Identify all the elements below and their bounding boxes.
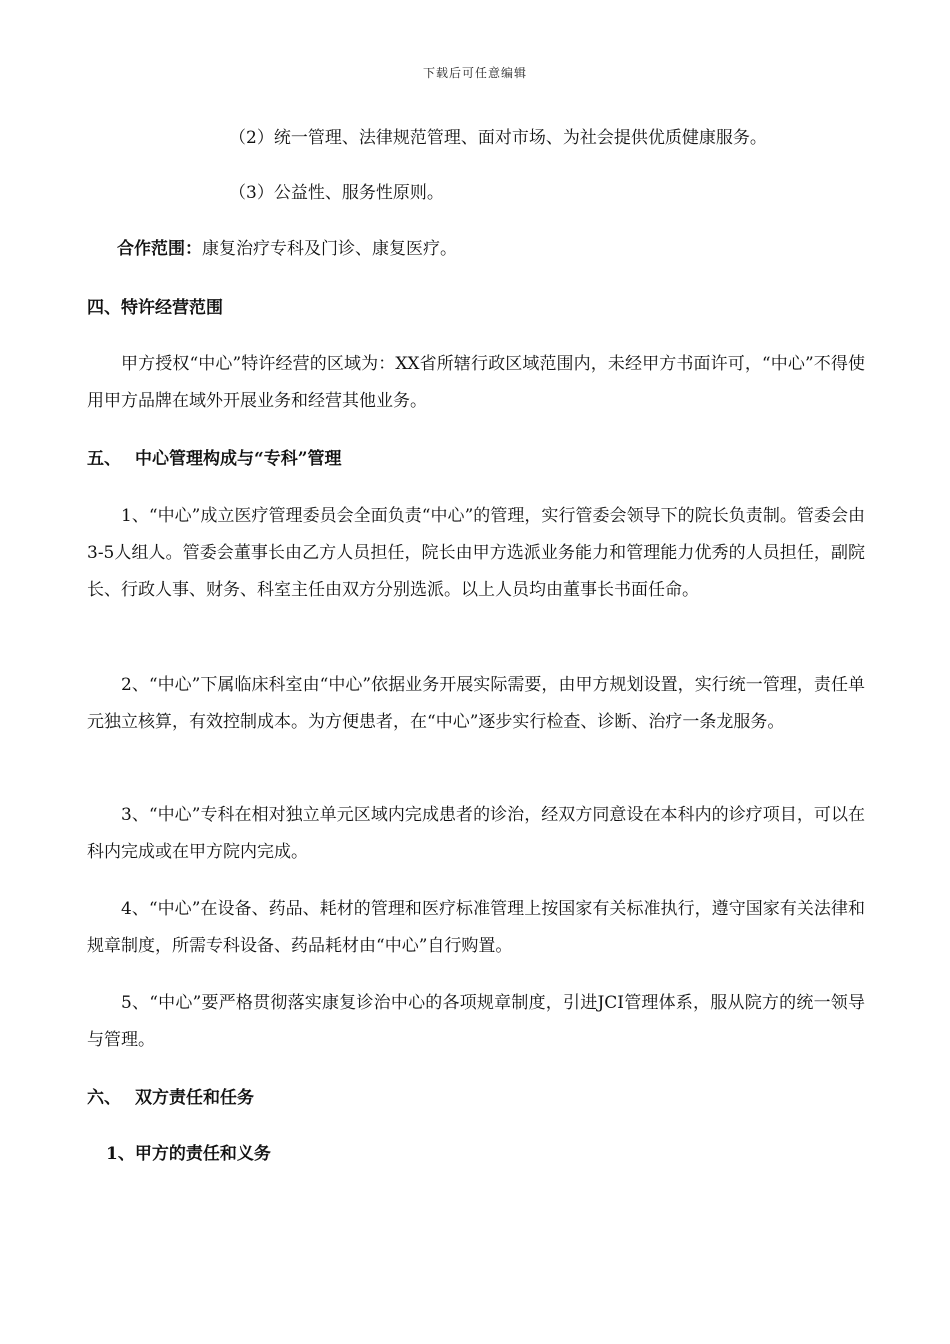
principle-3: （3）公益性、服务性原则。 [229,183,444,203]
page-header-note: 下载后可任意编辑 [422,66,527,80]
scope-label: 合作范围： [117,239,202,259]
item-1: 1、“中心”成立医疗管理委员会全面负责“中心”的管理，实行管委会领导下的院长负责制。管委会由3-5人组人。管委会董事长由乙方人员担任，院长由甲方选派业务能力和管理能力优秀的人员担任，副院长、行政人事、财务、科室主任由双方分别选派。以上人员均由董事长书面任命。 [87,506,865,600]
section-6-title [87,1080,254,1117]
section-6-number: 六、 [87,1088,121,1108]
item-2: 2、“中心”下属临床科室由“中心”依据业务开展实际需要，由甲方规划设置，实行统一管理，责任单元独立核算，有效控制成本。为方便患者，在“中心”逐步实行检查、诊断、治疗一条龙服务。 [87,675,865,732]
section-5-number: 五、 [87,449,121,469]
section-5-title [87,441,342,478]
item-4: 4、“中心”在设备、药品、耗材的管理和医疗标准管理上按国家有关标准执行，遵守国家有关法律和规章制度，所需专科设备、药品耗材由“中心”自行购置。 [87,899,865,956]
section-5-heading: 中心管理构成与“专科”管理 [135,449,342,469]
section-4-title: 四、特许经营范围 [87,298,223,318]
item-5: 5、“中心”要严格贯彻落实康复诊治中心的各项规章制度，引进JCI管理体系，服从院方的统一领导与管理。 [87,993,865,1050]
subsection-1-title: 1、甲方的责任和义务 [106,1144,271,1164]
scope-text: 康复治疗专科及门诊、康复医疗。 [202,239,457,259]
item-3: 3、“中心”专科在相对独立单元区域内完成患者的诊治，经双方同意设在本科内的诊疗项目，可以在科内完成或在甲方院内完成。 [87,805,865,862]
cooperation-scope [117,231,865,268]
principle-2: （2）统一管理、法律规范管理、面对市场、为社会提供优质健康服务。 [229,128,767,148]
section-4-text: 甲方授权“中心”特许经营的区域为：XX省所辖行政区域范围内，未经甲方书面许可，“中心”不得使用甲方品牌在域外开展业务和经营其他业务。 [87,354,865,411]
section-6-heading: 双方责任和任务 [135,1088,254,1108]
